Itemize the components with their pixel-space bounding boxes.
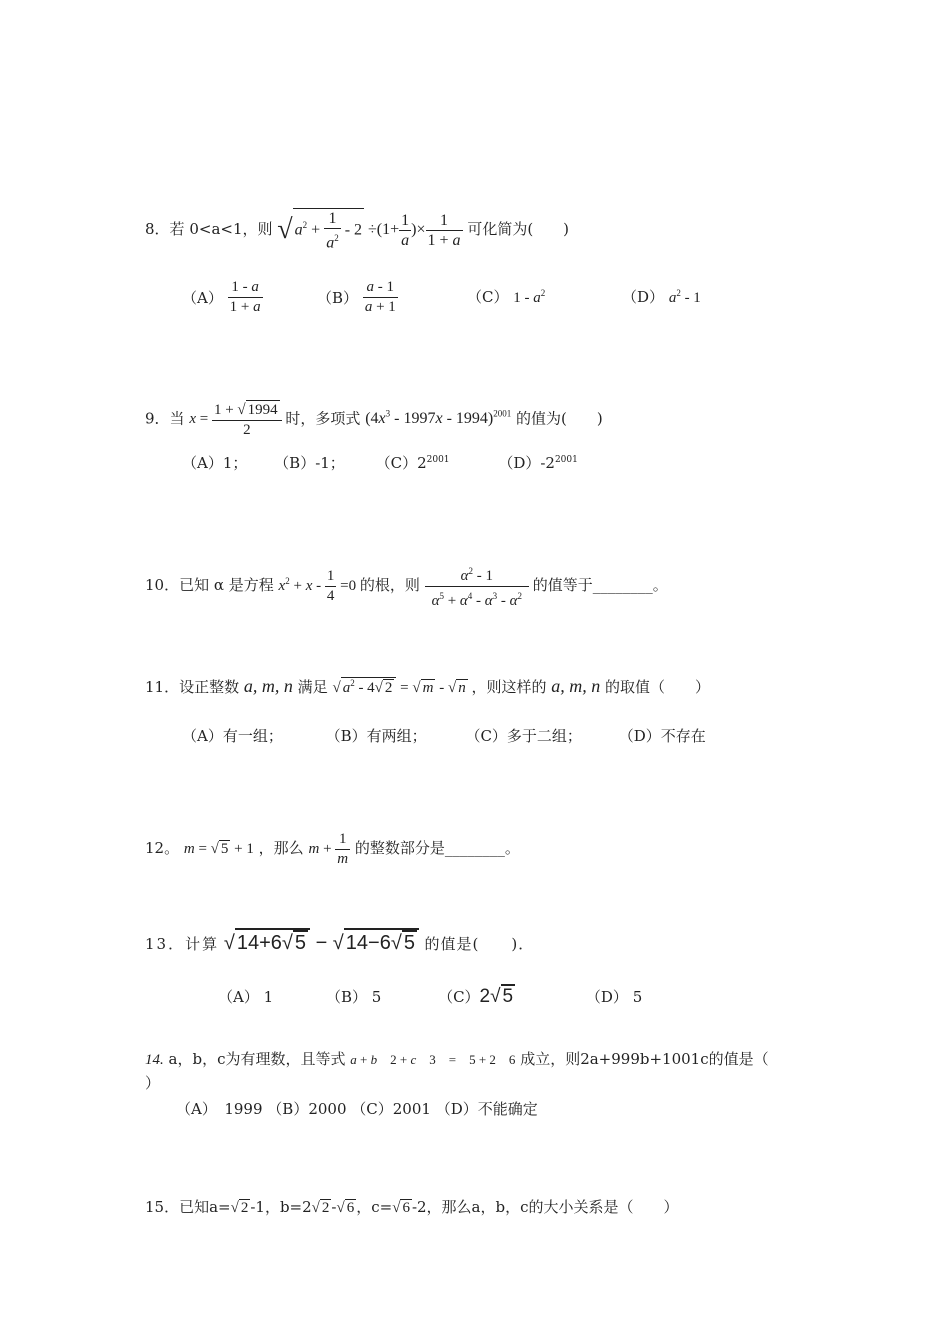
q9-options bbox=[182, 452, 578, 473]
q11-variables: a, m, n bbox=[243, 676, 293, 696]
q14-options bbox=[176, 1098, 538, 1119]
q12-expression: m + $\frac{1}{m}$ bbox=[308, 831, 349, 867]
question-13 bbox=[145, 928, 534, 955]
q8-expression: √ $a^2$ + $\frac{1}{a^2}$ - 2 ÷(1+ $\frac{1}{a}$ )× $\frac{1}{1 + a}$ bbox=[277, 210, 461, 252]
q14-line2: ） bbox=[145, 1074, 161, 1092]
question-8 bbox=[145, 208, 569, 252]
q14-option-a[interactable]: （A） 1999 bbox=[176, 1100, 263, 1118]
q8-option-d[interactable]: （D） $a^2 - 1$ bbox=[622, 288, 701, 306]
q14-line1: a，b，c为有理数，且等式 bbox=[168, 1050, 346, 1068]
q12-number: 12。 bbox=[145, 838, 180, 857]
q11-equation: √ $a^2 - 4√$ 2 = √ m - √ n bbox=[332, 678, 466, 696]
q8-number: 8．若 bbox=[145, 220, 185, 239]
q11-option-d[interactable]: （D）不存在 bbox=[618, 727, 706, 745]
q11-options bbox=[182, 725, 706, 746]
q13-expression: √ 14+6√ 5 − √ 14−6√ 5 bbox=[224, 932, 425, 954]
q9-mid: 时，多项式 bbox=[285, 409, 361, 428]
q15-text-1: 15．已知a= bbox=[145, 1198, 231, 1216]
q11-option-a[interactable]: （A）有一组； bbox=[182, 727, 283, 745]
q15-sqrt2-a: √ 2 bbox=[230, 1200, 249, 1216]
q10-fraction: $\frac{\alpha^2 - 1}{\alpha^5 + \alpha^4 - \alpha^3 - \alpha^2}$ bbox=[425, 578, 533, 594]
question-10 bbox=[145, 562, 668, 611]
q13-option-a[interactable]: （A） 1 bbox=[218, 988, 274, 1006]
q14-option-d[interactable]: （D）不能确定 bbox=[435, 1100, 538, 1118]
q11-option-b[interactable]: （B）有两组； bbox=[325, 727, 427, 745]
q9-x-expression: x = $\frac{1 + √ 1994}{2}$ bbox=[189, 411, 285, 427]
question-12 bbox=[145, 830, 520, 869]
question-9 bbox=[145, 400, 603, 440]
q13-option-c[interactable]: （C）2√ 5 bbox=[438, 986, 514, 1007]
q14-number: 14. bbox=[145, 1052, 164, 1068]
question-15 bbox=[145, 1196, 679, 1217]
q9-tail: 的值为( ) bbox=[516, 409, 603, 428]
q11-mid: 满足 bbox=[297, 678, 328, 696]
question-14 bbox=[145, 1048, 769, 1069]
q8-option-c[interactable]: （C） $1 - a^2$ bbox=[467, 288, 546, 306]
q15-sqrt6-a: √ 6 bbox=[336, 1200, 355, 1216]
q11-mid2: ，则这样的 bbox=[471, 678, 547, 696]
q8-tail: 可化简为( ) bbox=[467, 220, 570, 239]
q9-option-d[interactable]: $(D)-2^{2001}$ bbox=[498, 454, 578, 472]
q8-condition: 0<a<1，则 bbox=[189, 220, 273, 239]
q11-option-c[interactable]: （C）多于二组； bbox=[465, 727, 582, 745]
q13-option-d[interactable]: （D） 5 bbox=[585, 988, 643, 1006]
q9-polynomial: $(4x^3 - 1997x - 1994)^{2001}$ bbox=[365, 409, 512, 428]
question-11 bbox=[145, 676, 710, 697]
q15-sqrt6-b: √ 6 bbox=[392, 1200, 410, 1216]
q10-mid: 的根，则 bbox=[359, 575, 420, 594]
q11-number: 11．设正整数 bbox=[145, 678, 240, 696]
q14-option-c[interactable]: （C）2001 bbox=[351, 1100, 431, 1118]
q13-option-b[interactable]: （B） 5 bbox=[325, 988, 382, 1006]
q15-text-3: - bbox=[331, 1198, 337, 1216]
q15-text-5: -2，那么a，b，c的大小关系是（ ） bbox=[411, 1198, 679, 1216]
q14-equation: a + b 2 + c 3 = 5 + 2 6 bbox=[350, 1052, 516, 1067]
q13-tail: 的值是( )． bbox=[424, 935, 535, 953]
q14-mid: 成立，则2a+999b+1001c的值是（ bbox=[520, 1050, 769, 1068]
q8-option-a[interactable]: （A） $\frac{1 - a}{1 + a}$ bbox=[182, 279, 261, 315]
q9-option-a[interactable]: （A）1； bbox=[182, 454, 248, 472]
q10-equation: $x^2 + x$ - $\frac{1}{4}$ =0 bbox=[278, 568, 360, 604]
q10-number: 10．已知 α 是方程 bbox=[145, 575, 274, 594]
q12-m-definition: m = √ 5 + 1 bbox=[183, 840, 254, 857]
q15-text-2: -1，b=2 bbox=[250, 1198, 312, 1216]
q15-sqrt2-b: √ 2 bbox=[311, 1200, 330, 1216]
q11-tail: 的取值（ ） bbox=[605, 678, 711, 696]
q14-option-b[interactable]: （B）2000 bbox=[267, 1100, 347, 1118]
q9-option-b[interactable]: （B）-1； bbox=[274, 454, 345, 472]
q9-number: 9．当 bbox=[145, 409, 185, 428]
q11-variables-2: a, m, n bbox=[551, 676, 601, 696]
q13-options bbox=[218, 984, 642, 1008]
q12-mid: ，那么 bbox=[258, 838, 304, 857]
q8-option-b[interactable]: （B） $\frac{a - 1}{a + 1}$ bbox=[317, 279, 396, 315]
q9-option-c[interactable]: $(C)2^{2001}$ bbox=[375, 454, 450, 472]
q12-tail: 的整数部分是________。 bbox=[354, 838, 520, 857]
q13-number: 13．计算 bbox=[145, 935, 220, 953]
q15-text-4: ，c= bbox=[356, 1198, 393, 1216]
q10-tail: 的值等于________。 bbox=[532, 575, 668, 594]
